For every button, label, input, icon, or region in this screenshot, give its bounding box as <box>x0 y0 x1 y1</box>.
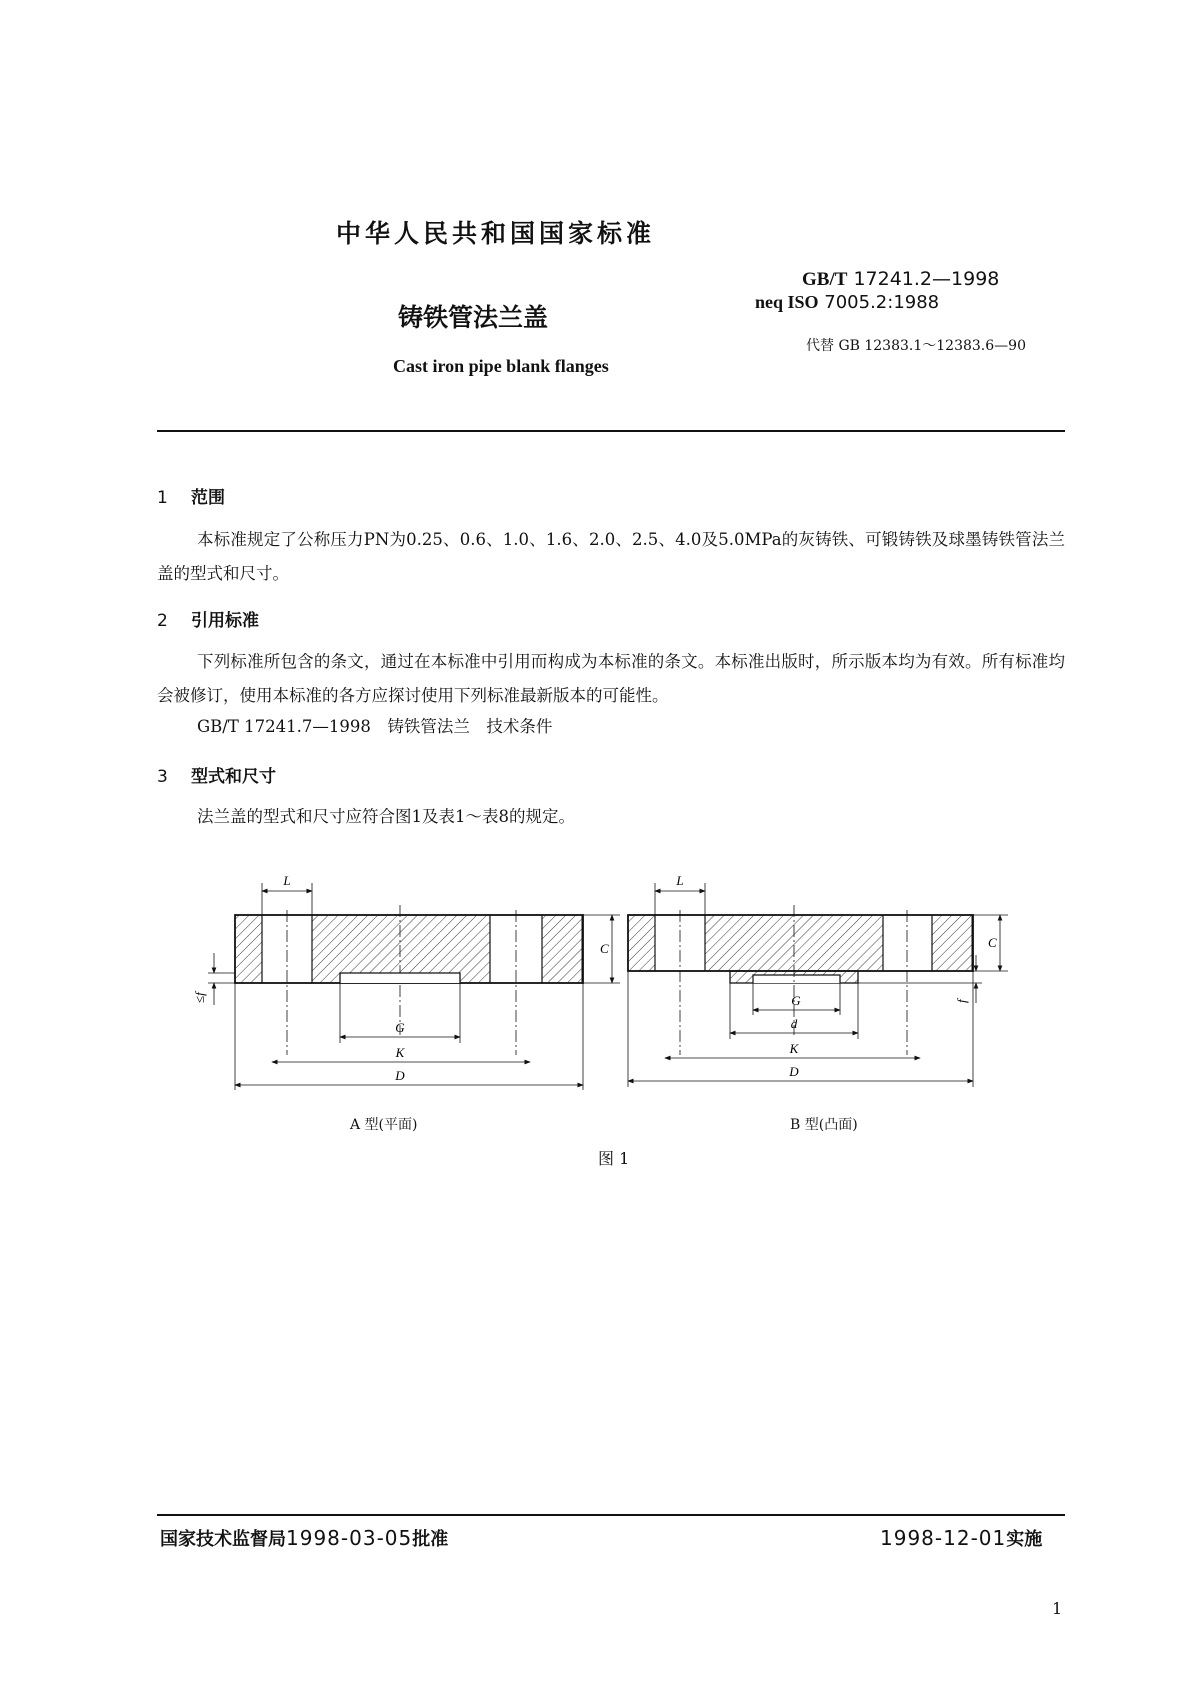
type-b-dim-c: C <box>988 935 997 950</box>
approval-date: 1998-03-05 <box>286 1526 413 1550</box>
national-standard-title: 中华人民共和国国家标准 <box>336 219 656 248</box>
section-2-heading <box>157 606 259 631</box>
type-a-dim-d: D <box>395 1068 405 1083</box>
type-b-dim-k: K <box>789 1041 799 1056</box>
section-2-number: 2 <box>157 611 168 631</box>
standard-title-english: Cast iron pipe blank flanges <box>393 356 609 376</box>
section-2-body: 下列标准所包含的条文，通过在本标准中引用而构成为本标准的条文。本标准出版时，所示版本均为有效。所有标准均会被修订，使用本标准的各方应探讨使用下列标准最新版本的可能性。 <box>157 652 1065 705</box>
section-3-heading <box>157 762 276 787</box>
type-b-dim-g: G <box>791 993 801 1008</box>
figure-caption-type-a: A 型(平面) <box>350 1117 418 1133</box>
standard-prefix: GB/T <box>802 269 848 290</box>
type-a-dim-g: G <box>395 1020 405 1035</box>
type-a-dim-k: K <box>395 1045 405 1060</box>
equivalent-prefix: neq ISO <box>755 292 819 312</box>
section-3-title: 型式和尺寸 <box>191 767 276 787</box>
effective-suffix: 实施 <box>1006 1529 1043 1550</box>
type-a-flange <box>192 873 620 1090</box>
type-b-dim-f: f <box>954 999 969 1003</box>
equivalent-standard <box>755 292 939 313</box>
type-b-dim-d: D <box>789 1064 799 1079</box>
section-1-body: 本标准规定了公称压力PN为0.25、0.6、1.0、1.6、2.0、2.5、4.0及5.0MPa的灰铸铁、可锻铸铁及球墨铸铁管法兰盖的型式和尺寸。 <box>157 530 1065 583</box>
approval-line <box>160 1525 448 1551</box>
referenced-standard: GB/T 17241.7—1998 铸铁管法兰 技术条件 <box>197 717 553 736</box>
header-divider <box>157 430 1065 432</box>
effective-line <box>880 1525 1042 1551</box>
effective-date: 1998-12-01 <box>880 1526 1007 1550</box>
type-b-flange <box>628 873 1008 1087</box>
section-1-heading <box>157 483 225 508</box>
standard-title-chinese: 铸铁管法兰盖 <box>398 303 549 332</box>
figure-number: 图 1 <box>598 1149 630 1168</box>
section-3-body: 法兰盖的型式和尺寸应符合图1及表1～表8的规定。 <box>197 807 575 826</box>
type-a-dim-c: C <box>600 941 609 956</box>
standard-number <box>802 268 999 291</box>
section-1-title: 范围 <box>191 488 225 508</box>
type-a-dim-f: ≤f <box>192 992 207 1003</box>
approval-org: 国家技术监督局 <box>160 1529 286 1550</box>
standard-number-value: 17241.2—1998 <box>853 268 1000 290</box>
replaces-note: 代替 GB 12383.1～12383.6—90 <box>806 338 1026 354</box>
equivalent-number: 7005.2:1988 <box>824 292 940 313</box>
figure-caption-type-b: B 型(凸面) <box>790 1117 858 1133</box>
section-1-number: 1 <box>157 488 168 508</box>
section-2-title: 引用标准 <box>191 611 259 631</box>
type-b-dim-l: L <box>676 873 684 888</box>
page-number: 1 <box>1052 1599 1063 1618</box>
approval-suffix: 批准 <box>412 1529 449 1550</box>
figure-1-drawing <box>192 855 1030 1095</box>
type-b-dim-d-small: d <box>790 1016 798 1031</box>
type-a-dim-l: L <box>283 873 291 888</box>
section-3-number: 3 <box>157 767 168 787</box>
footer-divider <box>157 1514 1065 1516</box>
